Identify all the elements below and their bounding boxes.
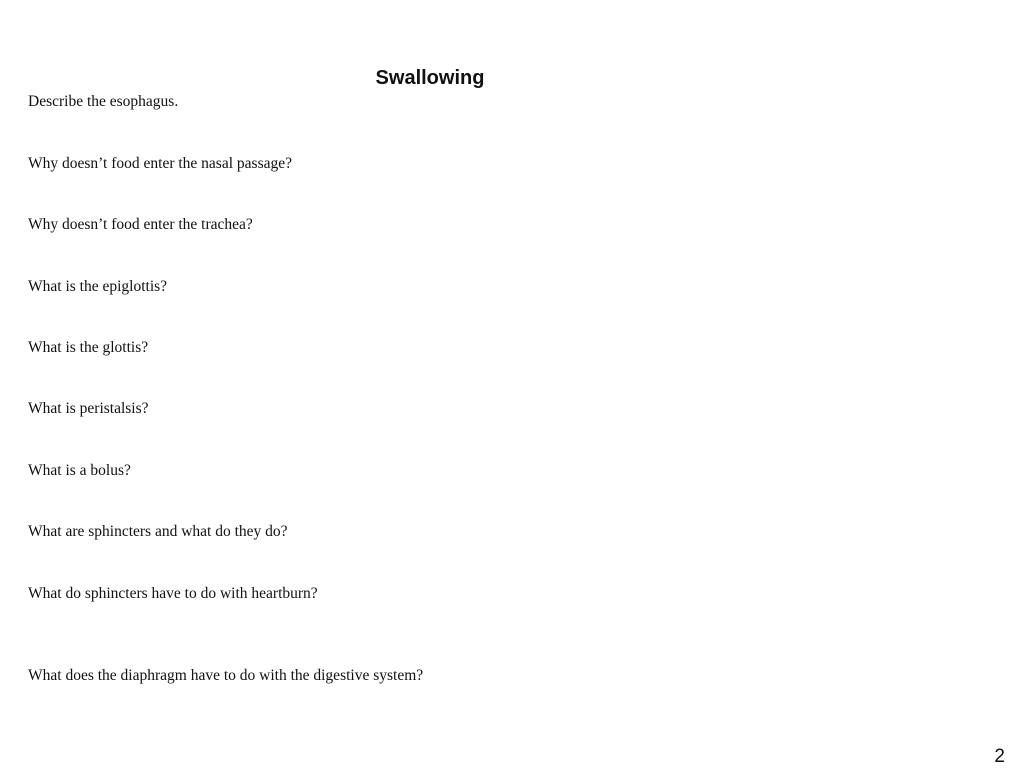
question-bolus: What is a bolus? (28, 462, 131, 479)
question-esophagus: Describe the esophagus. (28, 93, 179, 110)
question-heartburn: What do sphincters have to do with heartburn? (28, 585, 318, 602)
question-glottis: What is the glottis? (28, 339, 149, 356)
question-sphincters: What are sphincters and what do they do? (28, 523, 288, 540)
question-diaphragm: What does the diaphragm have to do with the digestive system? (28, 667, 424, 684)
question-peristalsis: What is peristalsis? (28, 400, 149, 417)
question-epiglottis: What is the epiglottis? (28, 278, 168, 295)
question-nasal-passage: Why doesn’t food enter the nasal passage? (28, 155, 292, 172)
question-trachea: Why doesn’t food enter the trachea? (28, 216, 253, 233)
page-number: 2 (994, 746, 1005, 767)
page-title: Swallowing (375, 67, 485, 89)
